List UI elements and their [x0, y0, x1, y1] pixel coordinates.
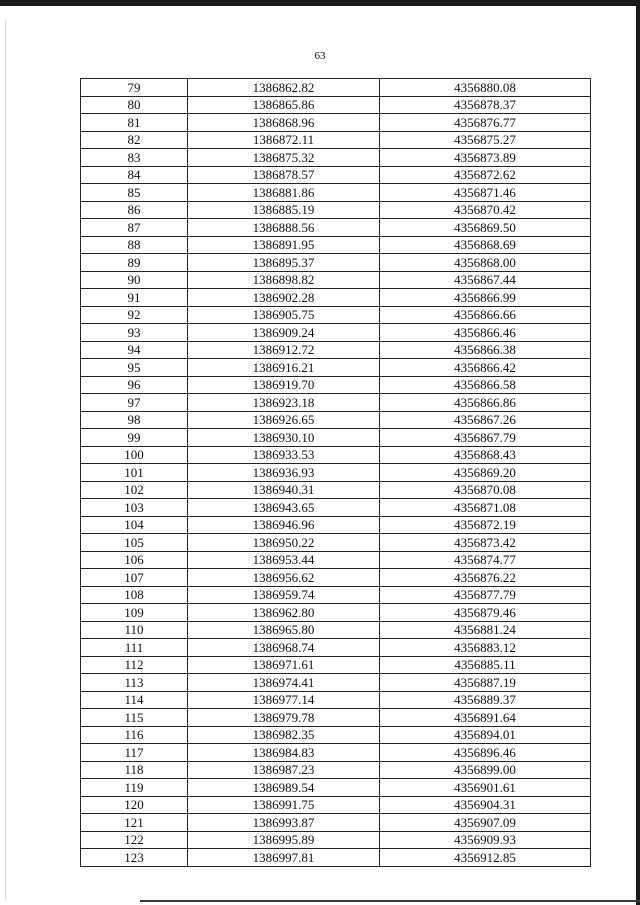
point-number-cell: 118	[81, 761, 188, 779]
point-number-cell: 89	[81, 254, 188, 272]
y-coordinate-cell: 4356871.08	[380, 499, 591, 517]
y-coordinate-cell: 4356891.64	[380, 709, 591, 727]
table-row	[81, 201, 591, 219]
y-coordinate-cell: 4356912.85	[380, 849, 591, 867]
x-coordinate-cell: 1386989.54	[188, 779, 380, 797]
point-number-cell: 106	[81, 551, 188, 569]
point-number-cell: 103	[81, 499, 188, 517]
y-coordinate-cell: 4356867.44	[380, 271, 591, 289]
y-coordinate-cell: 4356873.42	[380, 534, 591, 552]
x-coordinate-cell: 1386959.74	[188, 586, 380, 604]
y-coordinate-cell: 4356866.58	[380, 376, 591, 394]
x-coordinate-cell: 1386930.10	[188, 429, 380, 447]
x-coordinate-cell: 1386926.65	[188, 411, 380, 429]
x-coordinate-cell: 1386962.80	[188, 604, 380, 622]
y-coordinate-cell: 4356866.46	[380, 324, 591, 342]
point-number-cell: 84	[81, 166, 188, 184]
table-row	[81, 761, 591, 779]
x-coordinate-cell: 1386878.57	[188, 166, 380, 184]
table-row	[81, 499, 591, 517]
y-coordinate-cell: 4356877.79	[380, 586, 591, 604]
table-row	[81, 219, 591, 237]
table-row	[81, 744, 591, 762]
point-number-cell: 86	[81, 201, 188, 219]
x-coordinate-cell: 1386862.82	[188, 79, 380, 97]
point-number-cell: 98	[81, 411, 188, 429]
y-coordinate-cell: 4356868.43	[380, 446, 591, 464]
table-row	[81, 114, 591, 132]
x-coordinate-cell: 1386902.28	[188, 289, 380, 307]
table-row	[81, 446, 591, 464]
table-row	[81, 674, 591, 692]
y-coordinate-cell: 4356866.86	[380, 394, 591, 412]
x-coordinate-cell: 1386974.41	[188, 674, 380, 692]
table-row	[81, 271, 591, 289]
y-coordinate-cell: 4356876.22	[380, 569, 591, 587]
y-coordinate-cell: 4356879.46	[380, 604, 591, 622]
point-number-cell: 122	[81, 831, 188, 849]
x-coordinate-cell: 1386865.86	[188, 96, 380, 114]
x-coordinate-cell: 1386933.53	[188, 446, 380, 464]
x-coordinate-cell: 1386965.80	[188, 621, 380, 639]
point-number-cell: 111	[81, 639, 188, 657]
point-number-cell: 116	[81, 726, 188, 744]
table-row	[81, 534, 591, 552]
x-coordinate-cell: 1386979.78	[188, 709, 380, 727]
point-number-cell: 85	[81, 184, 188, 202]
point-number-cell: 105	[81, 534, 188, 552]
table-row	[81, 306, 591, 324]
x-coordinate-cell: 1386971.61	[188, 656, 380, 674]
y-coordinate-cell: 4356870.42	[380, 201, 591, 219]
coordinates-table	[80, 78, 591, 867]
y-coordinate-cell: 4356867.26	[380, 411, 591, 429]
x-coordinate-cell: 1386875.32	[188, 149, 380, 167]
point-number-cell: 120	[81, 796, 188, 814]
table-row	[81, 376, 591, 394]
x-coordinate-cell: 1386885.19	[188, 201, 380, 219]
x-coordinate-cell: 1386993.87	[188, 814, 380, 832]
point-number-cell: 102	[81, 481, 188, 499]
table-row	[81, 149, 591, 167]
x-coordinate-cell: 1386872.11	[188, 131, 380, 149]
x-coordinate-cell: 1386950.22	[188, 534, 380, 552]
scan-border-bottom	[140, 900, 640, 902]
table-row	[81, 96, 591, 114]
x-coordinate-cell: 1386923.18	[188, 394, 380, 412]
x-coordinate-cell: 1386895.37	[188, 254, 380, 272]
table-row	[81, 656, 591, 674]
x-coordinate-cell: 1386987.23	[188, 761, 380, 779]
y-coordinate-cell: 4356868.69	[380, 236, 591, 254]
y-coordinate-cell: 4356885.11	[380, 656, 591, 674]
x-coordinate-cell: 1386991.75	[188, 796, 380, 814]
point-number-cell: 81	[81, 114, 188, 132]
point-number-cell: 107	[81, 569, 188, 587]
table-row	[81, 569, 591, 587]
y-coordinate-cell: 4356869.50	[380, 219, 591, 237]
point-number-cell: 119	[81, 779, 188, 797]
scan-border-left	[5, 20, 6, 900]
x-coordinate-cell: 1386968.74	[188, 639, 380, 657]
point-number-cell: 110	[81, 621, 188, 639]
y-coordinate-cell: 4356907.09	[380, 814, 591, 832]
y-coordinate-cell: 4356901.61	[380, 779, 591, 797]
y-coordinate-cell: 4356872.19	[380, 516, 591, 534]
x-coordinate-cell: 1386995.89	[188, 831, 380, 849]
point-number-cell: 123	[81, 849, 188, 867]
table-row	[81, 236, 591, 254]
y-coordinate-cell: 4356880.08	[380, 79, 591, 97]
page-number: 63	[314, 50, 326, 62]
point-number-cell: 88	[81, 236, 188, 254]
table-row	[81, 604, 591, 622]
table-row	[81, 79, 591, 97]
table-row	[81, 429, 591, 447]
point-number-cell: 104	[81, 516, 188, 534]
point-number-cell: 92	[81, 306, 188, 324]
point-number-cell: 121	[81, 814, 188, 832]
y-coordinate-cell: 4356872.62	[380, 166, 591, 184]
point-number-cell: 112	[81, 656, 188, 674]
x-coordinate-cell: 1386905.75	[188, 306, 380, 324]
point-number-cell: 93	[81, 324, 188, 342]
point-number-cell: 113	[81, 674, 188, 692]
point-number-cell: 96	[81, 376, 188, 394]
y-coordinate-cell: 4356873.89	[380, 149, 591, 167]
point-number-cell: 99	[81, 429, 188, 447]
x-coordinate-cell: 1386936.93	[188, 464, 380, 482]
table-row	[81, 551, 591, 569]
table-row	[81, 184, 591, 202]
scan-border-right	[636, 0, 640, 905]
x-coordinate-cell: 1386909.24	[188, 324, 380, 342]
table-row	[81, 289, 591, 307]
y-coordinate-cell: 4356866.38	[380, 341, 591, 359]
y-coordinate-cell: 4356881.24	[380, 621, 591, 639]
table-row	[81, 779, 591, 797]
y-coordinate-cell: 4356896.46	[380, 744, 591, 762]
y-coordinate-cell: 4356866.42	[380, 359, 591, 377]
table-row	[81, 849, 591, 867]
point-number-cell: 117	[81, 744, 188, 762]
x-coordinate-cell: 1386916.21	[188, 359, 380, 377]
x-coordinate-cell: 1386868.96	[188, 114, 380, 132]
x-coordinate-cell: 1386888.56	[188, 219, 380, 237]
y-coordinate-cell: 4356866.99	[380, 289, 591, 307]
y-coordinate-cell: 4356874.77	[380, 551, 591, 569]
x-coordinate-cell: 1386919.70	[188, 376, 380, 394]
table-row	[81, 359, 591, 377]
x-coordinate-cell: 1386984.83	[188, 744, 380, 762]
y-coordinate-cell: 4356868.00	[380, 254, 591, 272]
table-row	[81, 341, 591, 359]
scan-border-top	[0, 0, 636, 6]
y-coordinate-cell: 4356889.37	[380, 691, 591, 709]
table-row	[81, 709, 591, 727]
point-number-cell: 87	[81, 219, 188, 237]
table-row	[81, 394, 591, 412]
x-coordinate-cell: 1386956.62	[188, 569, 380, 587]
x-coordinate-cell: 1386977.14	[188, 691, 380, 709]
y-coordinate-cell: 4356887.19	[380, 674, 591, 692]
table-row	[81, 691, 591, 709]
table-row	[81, 324, 591, 342]
y-coordinate-cell: 4356909.93	[380, 831, 591, 849]
table-row	[81, 621, 591, 639]
point-number-cell: 82	[81, 131, 188, 149]
table-row	[81, 464, 591, 482]
x-coordinate-cell: 1386997.81	[188, 849, 380, 867]
point-number-cell: 94	[81, 341, 188, 359]
table-row	[81, 166, 591, 184]
y-coordinate-cell: 4356870.08	[380, 481, 591, 499]
y-coordinate-cell: 4356899.00	[380, 761, 591, 779]
x-coordinate-cell: 1386982.35	[188, 726, 380, 744]
table-row	[81, 726, 591, 744]
point-number-cell: 95	[81, 359, 188, 377]
y-coordinate-cell: 4356871.46	[380, 184, 591, 202]
point-number-cell: 108	[81, 586, 188, 604]
y-coordinate-cell: 4356867.79	[380, 429, 591, 447]
y-coordinate-cell: 4356894.01	[380, 726, 591, 744]
table-row	[81, 831, 591, 849]
point-number-cell: 114	[81, 691, 188, 709]
point-number-cell: 91	[81, 289, 188, 307]
coordinates-table-body	[81, 79, 591, 867]
table-row	[81, 481, 591, 499]
y-coordinate-cell: 4356869.20	[380, 464, 591, 482]
x-coordinate-cell: 1386946.96	[188, 516, 380, 534]
x-coordinate-cell: 1386898.82	[188, 271, 380, 289]
y-coordinate-cell: 4356866.66	[380, 306, 591, 324]
table-row	[81, 639, 591, 657]
table-row	[81, 814, 591, 832]
x-coordinate-cell: 1386943.65	[188, 499, 380, 517]
table-row	[81, 586, 591, 604]
point-number-cell: 100	[81, 446, 188, 464]
x-coordinate-cell: 1386912.72	[188, 341, 380, 359]
y-coordinate-cell: 4356878.37	[380, 96, 591, 114]
y-coordinate-cell: 4356904.31	[380, 796, 591, 814]
table-row	[81, 254, 591, 272]
table-row	[81, 796, 591, 814]
y-coordinate-cell: 4356883.12	[380, 639, 591, 657]
point-number-cell: 115	[81, 709, 188, 727]
point-number-cell: 79	[81, 79, 188, 97]
y-coordinate-cell: 4356875.27	[380, 131, 591, 149]
x-coordinate-cell: 1386953.44	[188, 551, 380, 569]
point-number-cell: 101	[81, 464, 188, 482]
x-coordinate-cell: 1386891.95	[188, 236, 380, 254]
point-number-cell: 97	[81, 394, 188, 412]
point-number-cell: 90	[81, 271, 188, 289]
table-row	[81, 516, 591, 534]
table-row	[81, 131, 591, 149]
y-coordinate-cell: 4356876.77	[380, 114, 591, 132]
point-number-cell: 109	[81, 604, 188, 622]
point-number-cell: 83	[81, 149, 188, 167]
x-coordinate-cell: 1386881.86	[188, 184, 380, 202]
point-number-cell: 80	[81, 96, 188, 114]
table-row	[81, 411, 591, 429]
x-coordinate-cell: 1386940.31	[188, 481, 380, 499]
